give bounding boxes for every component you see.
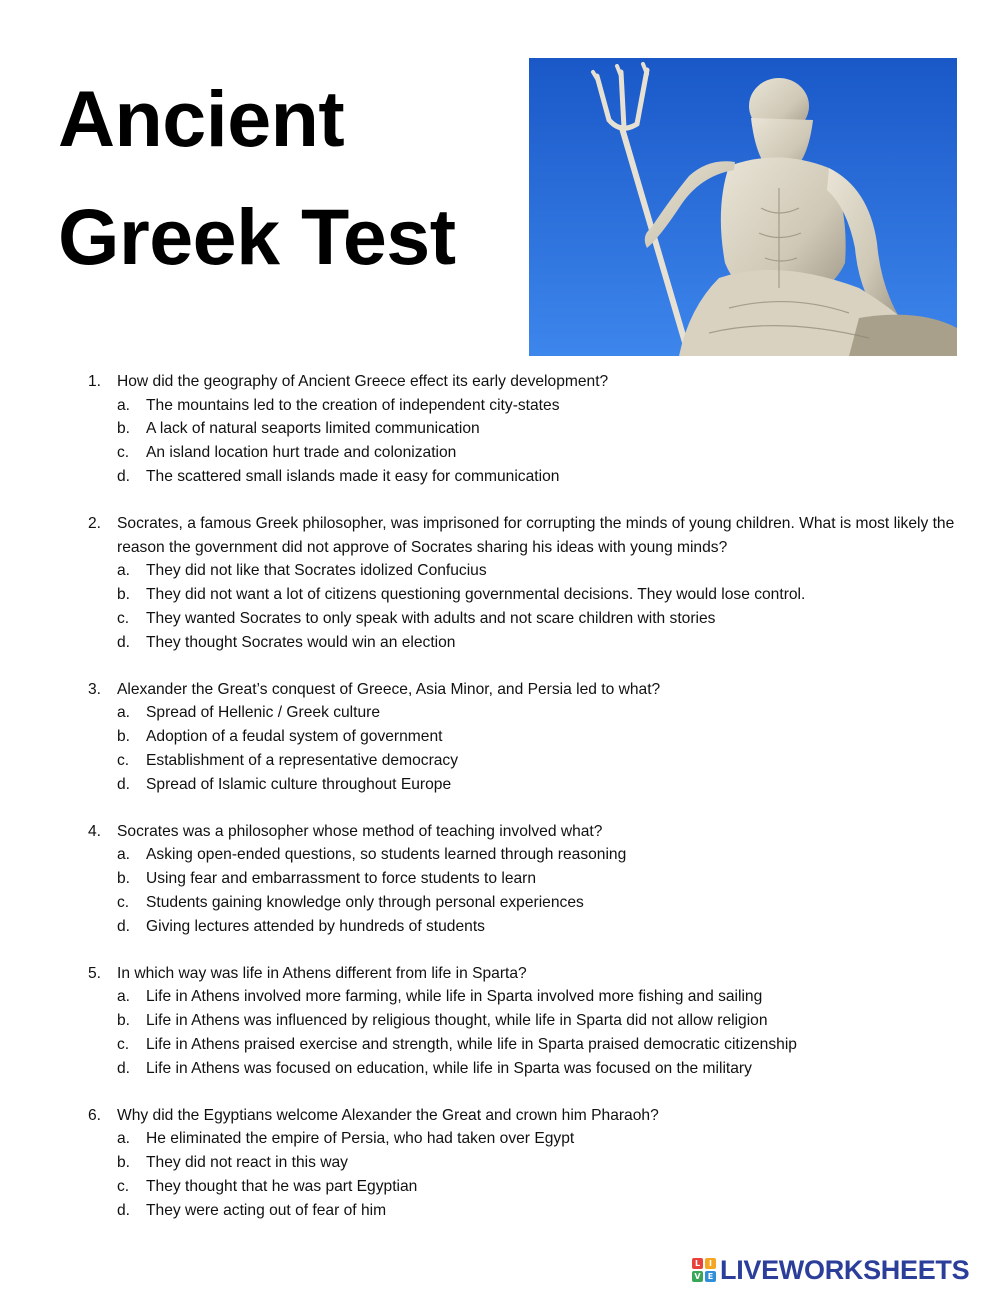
question-item: [88, 820, 968, 939]
option-text: They did not want a lot of citizens questioning governmental decisions. They would lose control.: [146, 586, 806, 604]
option-letter: b.: [117, 1012, 131, 1030]
option-text: A lack of natural seaports limited communication: [146, 420, 480, 438]
answer-option[interactable]: [88, 1151, 968, 1175]
option-text: Adoption of a feudal system of government: [146, 728, 443, 746]
question-item: [88, 370, 968, 489]
poseidon-statue-image: [529, 58, 957, 356]
answer-option[interactable]: [88, 1175, 968, 1199]
option-text: They did not react in this way: [146, 1154, 348, 1172]
answer-option[interactable]: [88, 867, 968, 891]
option-letter: c.: [117, 1177, 130, 1195]
liveworksheets-logo: [692, 1255, 969, 1285]
logo-cube: E: [705, 1271, 716, 1282]
option-text: Life in Athens praised exercise and strength, while life in Sparta praised democratic citizenship: [146, 1035, 797, 1053]
answer-option[interactable]: [88, 725, 968, 749]
question-text: In which way was life in Athens different from life in Sparta?: [117, 964, 527, 982]
option-letter: c.: [117, 1035, 130, 1053]
answer-option[interactable]: [88, 1127, 968, 1151]
question-text: Socrates was a philosopher whose method of teaching involved what?: [117, 822, 603, 840]
question-row: [88, 820, 968, 844]
question-item: [88, 678, 968, 797]
option-letter: b.: [117, 586, 131, 604]
answer-option[interactable]: [88, 891, 968, 915]
logo-cube: L: [692, 1258, 703, 1269]
option-text: An island location hurt trade and colonization: [146, 444, 457, 462]
answer-option[interactable]: [88, 915, 968, 939]
question-number: 4.: [88, 822, 102, 840]
option-letter: a.: [117, 562, 131, 580]
option-text: They thought that he was part Egyptian: [146, 1177, 418, 1195]
question-row: [88, 1104, 968, 1128]
option-letter: d.: [117, 467, 131, 485]
option-text: He eliminated the empire of Persia, who had taken over Egypt: [146, 1130, 575, 1148]
question-row: [88, 962, 968, 986]
statue-illustration: [529, 58, 957, 356]
option-text: Using fear and embarrassment to force students to learn: [146, 870, 537, 888]
answer-option[interactable]: [88, 394, 968, 418]
answer-option[interactable]: [88, 985, 968, 1009]
option-letter: b.: [117, 728, 131, 746]
answer-option[interactable]: [88, 631, 968, 655]
option-letter: a.: [117, 704, 131, 722]
option-text: Spread of Hellenic / Greek culture: [146, 704, 381, 722]
answer-option[interactable]: [88, 607, 968, 631]
answer-option[interactable]: [88, 701, 968, 725]
option-letter: d.: [117, 1059, 131, 1077]
answer-option[interactable]: [88, 1033, 968, 1057]
option-text: They thought Socrates would win an election: [146, 633, 456, 651]
option-text: Students gaining knowledge only through personal experiences: [146, 893, 584, 911]
question-list: [88, 370, 968, 1246]
page-title: [58, 60, 518, 296]
option-text: They were acting out of fear of him: [146, 1201, 387, 1219]
option-text: Spread of Islamic culture throughout Europe: [146, 775, 452, 793]
option-letter: c.: [117, 444, 130, 462]
title-line-1: Ancient: [58, 74, 345, 163]
title-line-2: Greek Test: [58, 192, 456, 281]
option-letter: c.: [117, 751, 130, 769]
option-text: They did not like that Socrates idolized Confucius: [146, 562, 487, 580]
option-text: Establishment of a representative democracy: [146, 751, 459, 769]
option-letter: a.: [117, 846, 131, 864]
question-row: [88, 512, 968, 559]
question-number: 5.: [88, 964, 102, 982]
option-text: They wanted Socrates to only speak with adults and not scare children with stories: [146, 609, 716, 627]
question-text: Alexander the Great’s conquest of Greece, Asia Minor, and Persia led to what?: [117, 680, 661, 698]
option-letter: d.: [117, 917, 131, 935]
question-item: [88, 1104, 968, 1223]
question-text: Socrates, a famous Greek philosopher, was imprisoned for corrupting the minds of young children. What is most likely the reason the government did not approve of Socrates sharing his ideas with young minds?: [117, 515, 955, 556]
answer-option[interactable]: [88, 843, 968, 867]
option-letter: d.: [117, 633, 131, 651]
option-letter: d.: [117, 775, 131, 793]
question-text: How did the geography of Ancient Greece effect its early development?: [117, 373, 609, 390]
option-text: Life in Athens involved more farming, while life in Sparta involved more fishing and sailing: [146, 988, 763, 1006]
answer-option[interactable]: [88, 749, 968, 773]
logo-cube: I: [705, 1258, 716, 1269]
option-text: Life in Athens was focused on education, while life in Sparta was focused on the military: [146, 1059, 752, 1077]
option-letter: b.: [117, 420, 131, 438]
option-letter: a.: [117, 1130, 131, 1148]
option-text: Giving lectures attended by hundreds of students: [146, 917, 485, 935]
question-row: [88, 370, 968, 394]
option-text: Asking open-ended questions, so students learned through reasoning: [146, 846, 627, 864]
answer-option[interactable]: [88, 465, 968, 489]
option-letter: a.: [117, 988, 131, 1006]
answer-option[interactable]: [88, 583, 968, 607]
logo-text: LIVEWORKSHEETS: [720, 1254, 970, 1285]
question-row: [88, 678, 968, 702]
option-letter: a.: [117, 396, 131, 414]
answer-option[interactable]: [88, 417, 968, 441]
option-text: The mountains led to the creation of independent city-states: [146, 396, 560, 414]
question-text: Why did the Egyptians welcome Alexander the Great and crown him Pharaoh?: [117, 1106, 659, 1124]
option-text: The scattered small islands made it easy for communication: [146, 467, 560, 485]
question-number: 6.: [88, 1106, 102, 1124]
option-letter: d.: [117, 1201, 131, 1219]
answer-option[interactable]: [88, 1199, 968, 1223]
option-text: Life in Athens was influenced by religious thought, while life in Sparta did not allow religion: [146, 1012, 768, 1030]
question-item: [88, 962, 968, 1081]
answer-option[interactable]: [88, 1009, 968, 1033]
question-number: 3.: [88, 680, 102, 698]
question-item: [88, 512, 968, 654]
answer-option[interactable]: [88, 559, 968, 583]
question-number: 1.: [88, 373, 102, 390]
option-letter: b.: [117, 1154, 131, 1172]
logo-cube: V: [692, 1271, 703, 1282]
answer-option[interactable]: [88, 441, 968, 465]
option-letter: c.: [117, 893, 130, 911]
answer-option[interactable]: [88, 773, 968, 797]
question-number: 2.: [88, 515, 102, 533]
option-letter: c.: [117, 609, 130, 627]
option-letter: b.: [117, 870, 131, 888]
answer-option[interactable]: [88, 1057, 968, 1081]
logo-cubes-icon: [692, 1258, 716, 1282]
